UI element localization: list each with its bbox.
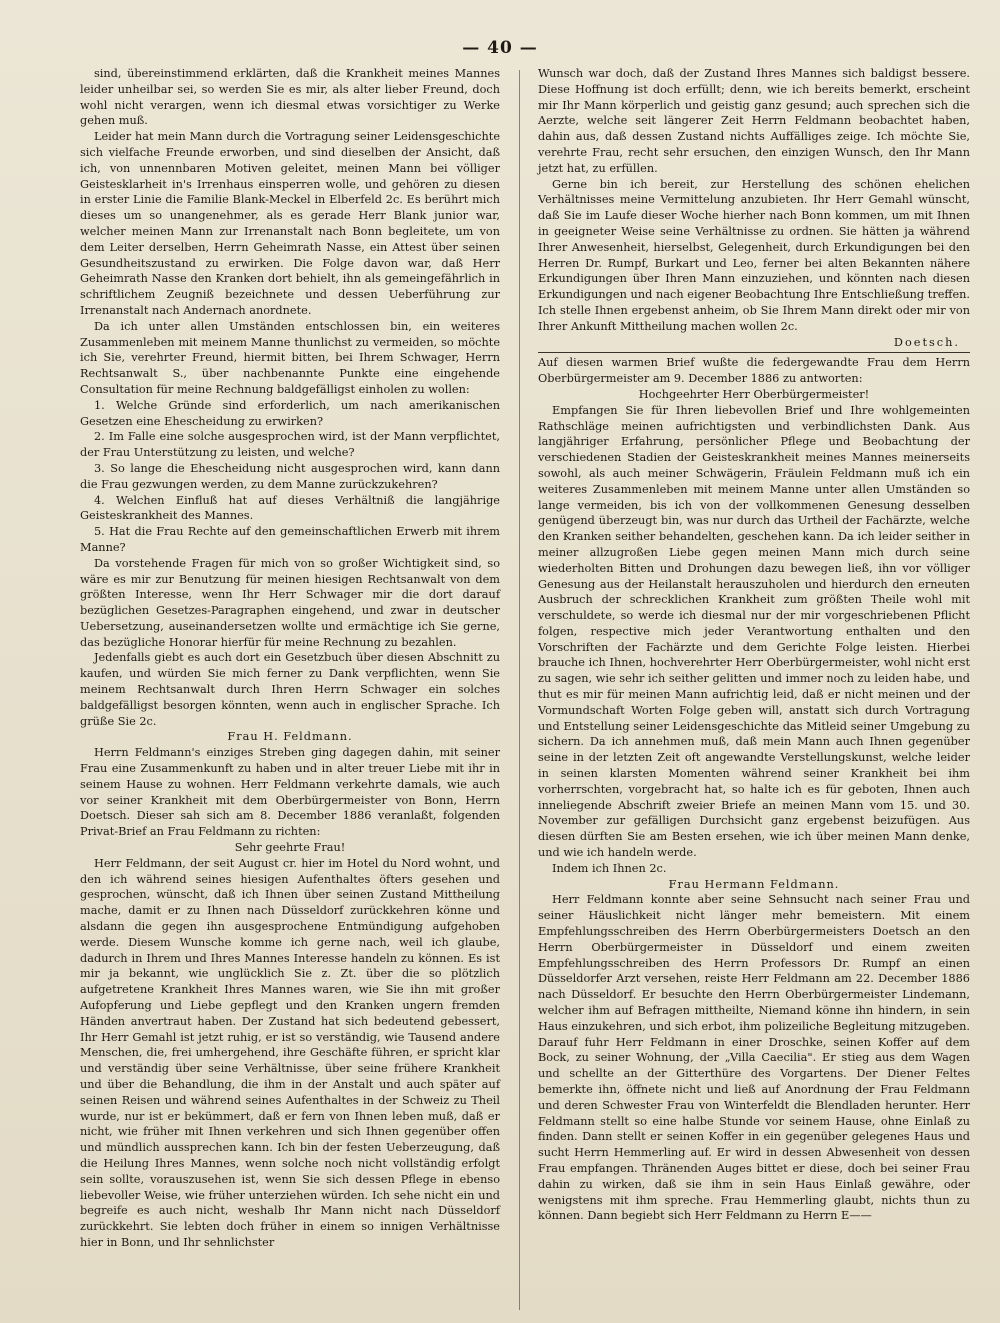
- right-column: [538, 66, 970, 1224]
- paragraph: Herr Feldmann konnte aber seine Sehnsucht nach seiner Frau und seiner Häuslichkeit nicht länger mehr bemeistern. Mit einem Empfehlungsschreiben des Herrn Oberbürgermeisters Doetsch an den Herrn Oberbürgermeister in Düsseldorf und einem zweiten Empfehlungsschreiben des Herrn Professors Dr. Rumpf an einen Düsseldorfer Arzt versehen, reiste Herr Feldmann am 22. December 1886 nach Düsseldorf. Er besuchte den Herrn Oberbürgermeister Lindemann, welcher ihm auf Befragen mittheilte, Niemand könne ihn hindern, in sein Haus einzukehren, und sich erbot, ihm polizeiliche Begleitung mitzugeben. Darauf fuhr Herr Feldmann in einer Droschke, seinen Koffer auf dem Bock, zu seiner Wohnung, der „Villa Caecilia". Er stieg aus dem Wagen und schellte an der Gitterthüre des Vorgartens. Der Diener Feltes bemerkte ihn, öffnete nicht und ließ auf Anordnung der Frau Feldmann und deren Schwester Frau von Winterfeldt die Blendladen herunter. Herr Feldmann stellt so eine halbe Stunde vor seinem Hause, ohne Einlaß zu finden. Dann stellt er seinen Koffer in ein gegenüber gelegenes Haus und sucht Herrn Hemmerling auf. Er wird in dessen Abwesenheit von dessen Frau empfangen. Thränenden Auges bittet er diese, doch bei seiner Frau dahin zu wirken, daß sie ihm in sein Haus Einlaß gewähre, oder wenigstens mit ihm spreche. Frau Hemmerling glaubt, nichts thun zu können. Dann begiebt sich Herr Feldmann zu Herrn E——: [538, 893, 970, 1223]
- salutation: Sehr geehrte Frau!: [234, 841, 346, 855]
- paragraph: 2. Im Falle eine solche ausgesprochen wird, ist der Mann verpflichtet, der Frau Unterstützung zu leisten, und welche?: [80, 430, 500, 460]
- signature: Frau Hermann Feldmann.: [668, 877, 840, 891]
- salutation: Hochgeehrter Herr Oberbürgermeister!: [638, 387, 870, 401]
- paragraph: Leider hat mein Mann durch die Vortragung seiner Leidensgeschichte sich vielfache Freunde erworben, und sind dieselben der Ansicht, daß ich, von unnennbaren Motiven geleitet, meinen Mann bei völliger Geistesklarheit in's Irrenhaus einsperren wolle, und gehören zu diesen in erster Linie die Familie Blank-Meckel in Elberfeld 2c. Es berührt mich dieses um so unangenehmer, als es gerade Herr Blank junior war, welcher meinen Mann zur Irrenanstalt nach Bonn begleitete, um von dem Leiter derselben, Herrn Geheimrath Nasse, ein Attest über seinen Gesundheitszustand zu erwirken. Die Folge davon war, daß Herr Geheimrath Nasse den Kranken dort behielt, ihn als gemeingefährlich in schriftlichem Zeugniß bezeichnete und dessen Ueberführung zur Irrenanstalt nach Andernach anordnete.: [80, 130, 500, 317]
- left-column: [80, 66, 500, 1251]
- paragraph: Empfangen Sie für Ihren liebevollen Brief und Ihre wohlgemeinten Rathschläge meinen aufrichtigsten und verbindlichsten Dank. Aus langjähriger Erfahrung, persönlicher Pflege und Beobachtung der verschiedenen Stadien der Geisteskrankheit meines Mannes meinerseits sowohl, als auch meiner Schwägerin, Fräulein Feldmann muß ich ein weiteres Zusammenleben mit meinem Manne unter allen Umständen so lange vermeiden, bis ich von der vollkommenen Genesung desselben genügend überzeugt bin, was nur durch das Urtheil der Fachärzte, welche den Kranken seither behandelten, geschehen kann. Da ich leider seither in meiner allzugroßen Liebe gegen meinen Mann mich durch seine wiederholten Bitten und Drohungen dazu bewegen ließ, ihn vor völliger Genesung aus der Heilanstalt herauszuholen und hierdurch den erneuten Ausbruch der schrecklichen Krankheit zum größten Theile wohl mit verschuldete, so werde ich diesmal nur der mir vorgeschriebenen Pflicht folgen, respective mich jeder Verantwortung enthalten und den Vorschriften der Fachärzte und dem Gerichte Folge leisten. Hierbei brauche ich Ihnen, hochverehrter Herr Oberbürgermeister, wohl nicht erst zu sagen, wie sehr ich seither gelitten und immer noch zu leiden habe, und thut es mir für meinen Mann aufrichtig leid, daß er nicht meinen und der Vormundschaft Worten Folge geben will, anstatt sich durch Vortragung und Entstellung seiner Leidensgeschichte das Mitleid seiner Umgebung zu sichern. Da ich annehmen muß, daß mein Mann auch Ihnen gegenüber seine in der letzten Zeit oft angewandte Verstellungskunst, welche leider in seinen klarsten Momenten während seiner Krankheit bei ihm vorherrschten, vorgebracht hat, so halte ich es für geboten, Ihnen auch inneliegende Abschrift zweier Briefe an meinen Mann vom 15. und 30. November zur gefälligen Durchsicht ganz ergebenst beizufügen. Aus diesen dürften Sie am Besten ersehen, wie ich über meinen Mann denke, und wie ich handeln werde.: [538, 403, 970, 860]
- paragraph: 1. Welche Gründe sind erforderlich, um nach amerikanischen Gesetzen eine Ehescheidung zu erwirken?: [80, 398, 500, 428]
- signature: Doetsch.: [893, 335, 960, 349]
- paragraph: Indem ich Ihnen 2c.: [552, 861, 667, 875]
- paragraph: Herr Feldmann, der seit August cr. hier im Hotel du Nord wohnt, und den ich während seines hiesigen Aufenthaltes öfters gesehen und gesprochen, wünscht, daß ich Ihnen über seinen Zustand Mittheilung mache, damit er zu Ihnen nach Düsseldorf zurückkehren könne und alsdann die gegen ihn ausgesprochene Entmündigung aufgehoben werde. Diesem Wunsche komme ich gerne nach, weil ich glaube, dadurch in Ihrem und Ihres Mannes Interesse handeln zu können. Es ist mir ja bekannt, wie unglücklich Sie z. Zt. über die so plötzlich aufgetretene Krankheit Ihres Mannes waren, wie Sie ihn mit großer Aufopferung und Liebe gepflegt und den Kranken ungern fremden Händen anvertraut haben. Der Zustand hat sich bedeutend gebessert, Ihr Herr Gemahl ist jetzt ruhig, er ist so verständig, wie Tausend andere Menschen, die, frei umhergehend, ihre Geschäfte führen, er spricht klar und verständig über seine Verhältnisse, über seine frühere Krankheit und über die Behandlung, die ihm in der Anstalt und auch später auf seinen Reisen und während seines Aufenthaltes in der Schweiz zu Theil wurde, nur ist er bekümmert, daß er fern von Ihnen leben muß, daß er nicht, wie früher mit Ihnen verkehren und sich Ihnen gegenüber offen und mündlich aussprechen kann. Ich bin der festen Ueberzeugung, daß die Heilung Ihres Mannes, wenn solche noch nicht vollständig erfolgt sein sollte, vorauszusehen ist, wenn Sie sich dessen Pflege in ebenso liebevoller Weise, wie früher unterziehen würden. Ich sehe nicht ein und begreife es auch nicht, weshalb Ihr Mann nicht nach Düsseldorf zurückkehrt. Sie lebten doch früher in einem so innigen Verhältnisse hier in Bonn, und Ihr sehnlichster: [80, 856, 500, 1249]
- paragraph: Wunsch war doch, daß der Zustand Ihres Mannes sich baldigst bessere. Diese Hoffnung ist doch erfüllt; denn, wie ich bereits bemerkt, erscheint mir Ihr Mann körperlich und geistig ganz gesund; auch sprechen sich die Aerzte, welche seit längerer Zeit Herrn Feldmann beobachtet haben, dahin aus, daß dessen Zustand nichts Auffälliges zeige. Ich möchte Sie, verehrte Frau, recht sehr ersuchen, den einzigen Wunsch, den Ihr Mann jetzt hat, zu erfüllen.: [538, 67, 970, 175]
- signature: Frau H. Feldmann.: [227, 730, 353, 744]
- paragraph: Auf diesen warmen Brief wußte die federgewandte Frau dem Herrn Oberbürgermeister am 9. December 1886 zu antworten:: [538, 352, 970, 387]
- paragraph: Herrn Feldmann's einziges Streben ging dagegen dahin, mit seiner Frau eine Zusammenkunft zu haben und in alter treuer Liebe mit ihr in seinem Hause zu wohnen. Herr Feldmann verkehrte damals, wie auch vor seiner Krankheit mit dem Oberbürgermeister von Bonn, Herrn Doetsch. Dieser sah sich am 8. December 1886 veranlaßt, folgenden Privat-Brief an Frau Feldmann zu richten:: [80, 746, 500, 839]
- paragraph: 3. So lange die Ehescheidung nicht ausgesprochen wird, kann dann die Frau gezwungen werden, zu dem Manne zurückzukehren?: [80, 461, 500, 491]
- paragraph: Gerne bin ich bereit, zur Herstellung des schönen ehelichen Verhältnisses meine Vermittelung anzubieten. Ihr Herr Gemahl wünscht, daß Sie im Laufe dieser Woche hierher nach Bonn kommen, um mit Ihnen in geeigneter Weise seine Verhältnisse zu ordnen. Sie hätten ja während Ihrer Anwesenheit, hierselbst, Gelegenheit, durch Erkundigungen bei den Herren Dr. Rumpf, Burkart und Leo, ferner bei alten Bekannten nähere Erkundigungen über Ihren Mann einzuziehen, und könnten nach diesen Erkundigungen und nach eigener Beobachtung Ihre Entschließung treffen. Ich stelle Ihnen ergebenst anheim, ob Sie Ihrem Mann direkt oder mir von Ihrer Ankunft Mittheilung machen wollen 2c.: [538, 177, 970, 333]
- column-divider: [519, 70, 520, 1310]
- paragraph: Da vorstehende Fragen für mich von so großer Wichtigkeit sind, so wäre es mir zur Benutzung für meinen hiesigen Rechtsanwalt von dem größten Interesse, wenn Ihr Herr Schwager mir die dort darauf bezüglichen Gesetzes-Paragraphen eingehend, und zwar in deutscher Uebersetzung, auseinandersetzen wollte und ermächtige ich Sie gerne, das bezügliche Honorar hierfür für meine Rechnung zu bezahlen.: [80, 556, 500, 649]
- paragraph: 4. Welchen Einfluß hat auf dieses Verhältniß die langjährige Geisteskrankheit des Mannes.: [80, 493, 500, 523]
- paragraph: Da ich unter allen Umständen entschlossen bin, ein weiteres Zusammenleben mit meinem Manne thunlichst zu vermeiden, so möchte ich Sie, verehrter Freund, hiermit bitten, bei Ihrem Schwager, Herrn Rechtsanwalt S., über nachbenannte Punkte eine eingehende Consultation für meine Rechnung baldgefälligst einholen zu wollen:: [80, 319, 500, 396]
- paragraph: 5. Hat die Frau Rechte auf den gemeinschaftlichen Erwerb mit ihrem Manne?: [80, 525, 500, 554]
- paragraph: Jedenfalls giebt es auch dort ein Gesetzbuch über diesen Abschnitt zu kaufen, und würden Sie mich ferner zu Dank verpflichten, wenn Sie meinem Rechtsanwalt durch Ihren Herrn Schwager ein solches baldgefälligst besorgen könnten, wenn auch in englischer Sprache. Ich grüße Sie 2c.: [80, 651, 500, 728]
- paragraph: sind, übereinstimmend erklärten, daß die Krankheit meines Mannes leider unheilbar sei, so werden Sie es mir, als alter lieber Freund, doch wohl nicht verargen, wenn ich diesmal etwas vorsichtiger zu Werke gehen muß.: [80, 67, 500, 128]
- page-number: — 40 —: [462, 38, 538, 58]
